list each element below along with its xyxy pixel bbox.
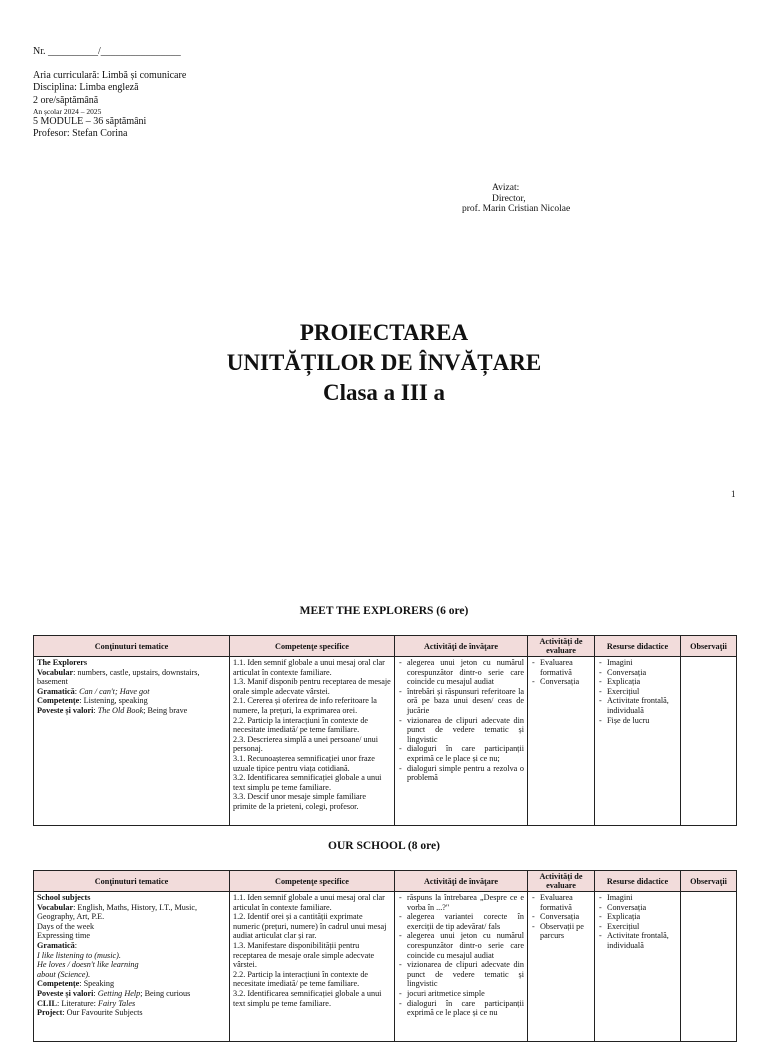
evaluation-item: - Evaluarea formativă bbox=[531, 893, 591, 912]
col-header-resources: Resurse didactice bbox=[595, 636, 681, 657]
skills: : Speaking bbox=[79, 979, 115, 989]
story-label: Poveste și valori bbox=[37, 988, 94, 998]
competence-item: 1.2. Identif orei și a cantității exprimate numeric (prețuri, numere) în cadrul unui mesaj audiat articulat clar și rar. bbox=[233, 912, 387, 941]
unit-table bbox=[33, 635, 737, 826]
activity-item: - vizionarea de clipuri adecvate din punct de vedere tematic și lingvistic bbox=[398, 960, 524, 989]
title-line-1: PROIECTAREA bbox=[299, 320, 469, 345]
unit-heading: School subjects bbox=[37, 893, 91, 902]
approval-label: Avizat: bbox=[492, 183, 520, 193]
observations-cell bbox=[681, 892, 737, 1042]
approval-block bbox=[462, 183, 570, 215]
competence-item: 1.1. Iden semnif globale a unui mesaj oral clar articulat în contexte familiare. bbox=[233, 658, 385, 677]
col-header-observations: Observaţii bbox=[681, 871, 737, 892]
activity-item: - întrebări și răspunsuri referitoare la oră pe baza unui desen/ ceas de jucărie bbox=[398, 687, 524, 716]
col-header-resources: Resurse didactice bbox=[595, 871, 681, 892]
activity-item: - răspuns la întrebarea „Despre ce e vorba în ...?" bbox=[398, 893, 524, 912]
resource-item: - Conversația bbox=[598, 668, 677, 678]
activity-item: - alegerea unui jeton cu numărul corespunzător dintr-o serie care coincide cu mesajul audiat bbox=[398, 658, 524, 687]
competences-label: Competențe bbox=[37, 979, 80, 989]
activity-item: - dialoguri în care participanții exprimă ce le place și ce nu; bbox=[398, 744, 524, 763]
evaluation-item: - Conversația bbox=[531, 677, 591, 687]
unit-table bbox=[33, 870, 737, 1042]
story-values: ; Being brave bbox=[143, 705, 188, 715]
vocabulary: : numbers, castle, upstairs, downstairs, basement bbox=[37, 667, 200, 687]
resource-item: - Explicația bbox=[598, 677, 677, 687]
table-header-row bbox=[34, 871, 737, 892]
story-values: ; Being curious bbox=[140, 988, 191, 998]
competence-item: 3.2. Identificarea semnificației globale a unui text simplu pe teme familiare. bbox=[233, 773, 382, 792]
director-label: Director, bbox=[492, 193, 526, 204]
story-label: Poveste și valori bbox=[37, 705, 94, 715]
observations-cell bbox=[681, 657, 737, 826]
resource-item: - Conversația bbox=[598, 903, 677, 913]
story-title: Getting Help bbox=[97, 988, 141, 998]
grammar: Can / can't; Have got bbox=[79, 686, 150, 696]
competence-item: 2.2. Particip la interacțiuni în contexte de necesitate imediată/ pe teme familiare. bbox=[233, 969, 369, 989]
discipline: Disciplina: Limba engleză bbox=[33, 82, 139, 94]
table-row bbox=[34, 657, 737, 826]
competence-item: 2.3. Descrierea simplă a unei persoane/ unui personaj. bbox=[233, 734, 379, 754]
col-header-content: Conţinuturi tematice bbox=[34, 871, 230, 892]
director-name: prof. Marin Cristian Nicolae bbox=[462, 204, 571, 215]
skills: : Listening, speaking bbox=[79, 696, 148, 706]
clil-label: CLIL bbox=[37, 998, 58, 1008]
vocabulary: : English, Maths, History, I.T., Music, Geography, Art, P.E. bbox=[37, 902, 198, 922]
resource-item: - Fișe de lucru bbox=[598, 716, 677, 726]
grammar-label: Gramatică bbox=[37, 940, 75, 950]
table-header-row bbox=[34, 636, 737, 657]
activity-item: - alegerea variantei corecte în exerciții de tip adevărat/ fals bbox=[398, 912, 524, 931]
resources-cell bbox=[595, 657, 681, 826]
teacher: Profesor: Stefan Corina bbox=[33, 128, 128, 140]
resource-item: - Explicația bbox=[598, 912, 677, 922]
content-cell bbox=[34, 657, 230, 826]
vocab-label: Vocabular bbox=[37, 667, 74, 677]
story-separator: : bbox=[93, 988, 98, 998]
resource-item: - Exercițiul bbox=[598, 922, 677, 932]
unit-heading: The Explorers bbox=[37, 658, 88, 667]
activity-item: - dialoguri în care participanții exprimă ce le place și ce nu bbox=[398, 999, 524, 1018]
resource-item: - Imagini bbox=[598, 893, 677, 903]
activity-item: - jocuri aritmetice simple bbox=[398, 989, 524, 999]
col-header-content: Conţinuturi tematice bbox=[34, 636, 230, 657]
evaluation-item: - Evaluarea formativă bbox=[531, 658, 591, 677]
title-line-3: Clasa a III a bbox=[322, 380, 446, 405]
competences-cell bbox=[230, 892, 395, 1042]
col-header-activities: Activităţi de învăţare bbox=[395, 636, 528, 657]
col-header-evaluation: Activități de evaluare bbox=[528, 871, 595, 892]
title-line-2: UNITĂȚILOR DE ÎNVĂȚARE bbox=[226, 350, 542, 375]
project-label: Project bbox=[37, 1008, 63, 1018]
registration-number: Nr. __________/________________ bbox=[33, 46, 181, 57]
days-topic: Days of the week bbox=[37, 921, 95, 931]
resource-item: - Imagini bbox=[598, 658, 677, 668]
header-meta bbox=[33, 46, 186, 140]
col-header-evaluation: Activități de evaluare bbox=[528, 636, 595, 657]
school-year: An școlar 2024 – 2025 bbox=[33, 106, 102, 116]
competence-item: 1.1. Iden semnif globale a unui mesaj oral clar articulat în contexte familiare. bbox=[233, 893, 385, 912]
competence-item: 1.3. Manifestare disponibilității pentru receptarea de mesaje orale simple adecvate vârstei. bbox=[233, 940, 375, 970]
activity-item: - vizionarea de clipuri adecvate din punct de vedere tematic și lingvistic bbox=[398, 716, 524, 745]
resources-cell bbox=[595, 892, 681, 1042]
clil-title: Fairy Tales bbox=[97, 998, 136, 1008]
grammar-example: He loves / doesn't like learning bbox=[37, 960, 139, 970]
evaluation-cell bbox=[528, 657, 595, 826]
competence-item: 2.1. Cererea și oferirea de info referitoare la numere, la prețuri, la exprimarea orei. bbox=[233, 696, 377, 715]
clil-subject: : Literature: bbox=[57, 998, 98, 1008]
col-header-competences: Competenţe specifice bbox=[230, 871, 395, 892]
competences-cell bbox=[230, 657, 395, 826]
evaluation-cell bbox=[528, 892, 595, 1042]
grammar-example: I like listening to (music). bbox=[37, 950, 121, 960]
table-row bbox=[34, 892, 737, 1042]
competence-item: 3.3. Descif unor mesaje simple familiare primite de la prieteni, colegi, profesor. bbox=[233, 792, 367, 811]
grammar-example: about (Science). bbox=[37, 969, 91, 979]
time-topic: Expressing time bbox=[37, 931, 90, 941]
grammar-label: Gramatică bbox=[37, 686, 75, 696]
evaluation-item: - Conversația bbox=[531, 912, 591, 922]
hours-per-week: 2 ore/săptămână bbox=[33, 94, 99, 106]
page-number: 1 bbox=[731, 489, 736, 499]
story-title: The Old Book bbox=[97, 705, 144, 715]
resource-item: - Exercițiul bbox=[598, 687, 677, 697]
activities-cell bbox=[395, 892, 528, 1042]
grammar-separator: : bbox=[74, 940, 78, 950]
resource-item: - Activitate frontală, individuală bbox=[598, 931, 677, 950]
competence-item: 1.3. Manif disponib pentru receptarea de mesaje orale simple adecvate vârstei. bbox=[233, 677, 391, 696]
vocab-label: Vocabular bbox=[37, 902, 74, 912]
unit-title: MEET THE EXPLORERS (6 ore) bbox=[299, 605, 469, 617]
modules: 5 MODULE – 36 săptămâni bbox=[33, 115, 147, 127]
curricular-area: Aria curriculară: Limbă și comunicare bbox=[33, 70, 187, 82]
col-header-activities: Activităţi de învăţare bbox=[395, 871, 528, 892]
activity-item: - alegerea unui jeton cu numărul corespunzător dintr-o serie care coincide cu mesajul audiat bbox=[398, 931, 524, 960]
competences-label: Competențe bbox=[37, 696, 80, 706]
competence-item: 2.2. Particip la interacțiuni în contexte de necesitate imediată/ pe teme familiare. bbox=[233, 715, 369, 735]
competence-item: 3.2. Identificarea semnificației globale a unui text simplu pe teme familiare. bbox=[233, 988, 382, 1008]
resource-item: - Activitate frontală, individuală bbox=[598, 696, 677, 715]
grammar-separator: : bbox=[74, 686, 80, 696]
activity-item: - dialoguri simple pentru a rezolva o problemă bbox=[398, 764, 524, 783]
unit-title: OUR SCHOOL (8 ore) bbox=[328, 840, 440, 852]
col-header-competences: Competenţe specifice bbox=[230, 636, 395, 657]
col-header-observations: Observaţii bbox=[681, 636, 737, 657]
content-cell bbox=[34, 892, 230, 1042]
document-title bbox=[0, 318, 768, 408]
competence-item: 3.1. Recunoașterea semnificației unor fraze uzuale tipice pentru viața cotidiană. bbox=[233, 753, 375, 773]
story-separator: : bbox=[93, 705, 98, 715]
evaluation-item: - Observații pe parcurs bbox=[531, 922, 591, 941]
project-title: : Our Favourite Subjects bbox=[62, 1008, 143, 1018]
activities-cell bbox=[395, 657, 528, 826]
